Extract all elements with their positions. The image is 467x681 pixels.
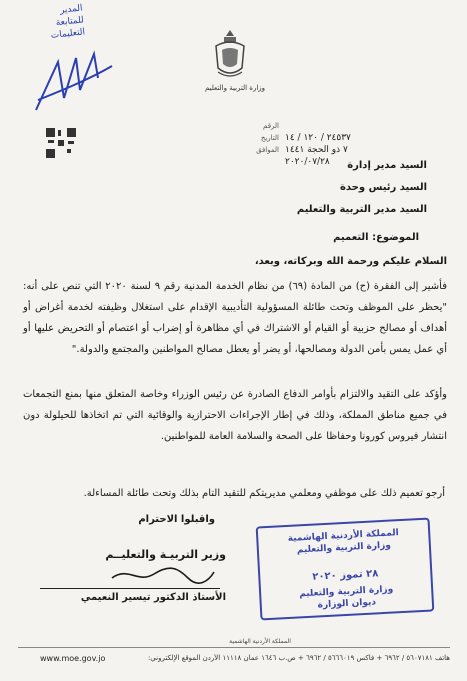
footer-website-link[interactable]: www.moe.gov.jo xyxy=(40,654,106,663)
barcode-icon xyxy=(46,128,76,158)
date-gregorian: ٢٠٢٠/٠٧/٢٨ xyxy=(285,157,330,167)
footer-divider xyxy=(18,647,450,648)
subject-line: الموضوع: التعميم xyxy=(333,232,419,243)
handwritten-signature xyxy=(108,562,218,588)
signatory-name: الأستاذ الدكتور تيسير النعيمي xyxy=(80,592,226,603)
recipient-line: السيد مدير إدارة xyxy=(347,160,427,171)
recipient-line: السيد رئيس وحدة xyxy=(339,182,427,193)
stamp-date: ٢٨ تموز ٢٠٢٠ xyxy=(312,568,379,583)
stamp-line: وزارة التربية والتعليم xyxy=(298,584,394,600)
body-paragraph: وأؤكد على التقيد والالتزام بأوامر الدفاع الصادرة عن رئيس الوزراء وخاصة المتعلق منها بمنع التجمعات في جميع مناطق المملكة، وذلك في إطار الإجراءات الاحترازية والوقائية التي تم اتخاذها للحيلولة دون انتشار فيروس كورونا وحفاظا على الصحة والسلامة العامة للمواطنين. xyxy=(23,389,447,442)
signature-underline xyxy=(40,588,220,589)
ref-label: الرقم xyxy=(263,122,279,130)
footer-country: المملكة الأردنية الهاشمية xyxy=(229,638,291,645)
attach-label: الموافق xyxy=(256,146,279,154)
jordan-emblem-icon xyxy=(212,28,248,82)
stamp-line: ديوان الوزارة xyxy=(317,597,377,611)
body-paragraph: فأشير إلى الفقرة (ح) من المادة (٦٩) من نظام الخدمة المدنية رقم ٩ لسنة ٢٠٢٠ التي تنص على أنه: "يحظر على الموظف وتحت طائلة المسؤولية التأديبية الإقدام على استغلال وظيفته لخدمة أغراض أو أهداف أو مصالح حزبية أو القيام أو الاشتراك في أي مظاهرة أو إضراب أو اعتصام أو التحريض عليها أو أي عمل يمس بأمن الدولة ومصالحها، أو يضر أو يعطل مصالح المواطنين والمجتمع والدولة." xyxy=(23,281,447,355)
ministry-name-header: وزارة التربية والتعليم xyxy=(204,84,266,92)
request-line: أرجو تعميم ذلك على موظفي ومعلمي مديريتكم للتقيد التام بذلك وتحت طائلة المساءلة. xyxy=(83,488,445,499)
stamp-line: المملكة الأردنية الهاشمية xyxy=(287,528,399,544)
handwritten-signature-mark xyxy=(28,40,118,120)
footer-contact: هاتف ٥٦٠٧١٨١ / ٦٩٦٢ + فاكس ٥٦٦٦٠١٩ / ٦٩٦٢ + ص.ب ١٦٤٦ عمان ١١١١٨ الأردن الموقع الإلكتروني: xyxy=(147,654,450,662)
signature-title: وزير التربيـة والتعليــم xyxy=(105,548,226,561)
handwritten-note-line: للمتابعة xyxy=(55,15,85,29)
date-hijri: ٧ ذو الحجة ١٤٤١ xyxy=(285,145,348,155)
closing-line: واقبلوا الاحترام xyxy=(138,514,215,525)
handwritten-note-line: المدير xyxy=(59,3,84,16)
greeting: السلام عليكم ورحمة الله وبركاته، وبعد، xyxy=(254,256,447,267)
stamp-line: وزارة التربية والتعليم xyxy=(296,540,392,556)
ministry-stamp xyxy=(256,518,435,621)
date-label: التاريخ xyxy=(260,134,279,142)
handwritten-note-line: التعليمات xyxy=(50,27,86,41)
recipient-line: السيد مدير التربية والتعليم xyxy=(296,204,427,215)
ref-value: ٢٤٥٣٧ / ١٢٠ / ١٤ xyxy=(285,133,351,143)
